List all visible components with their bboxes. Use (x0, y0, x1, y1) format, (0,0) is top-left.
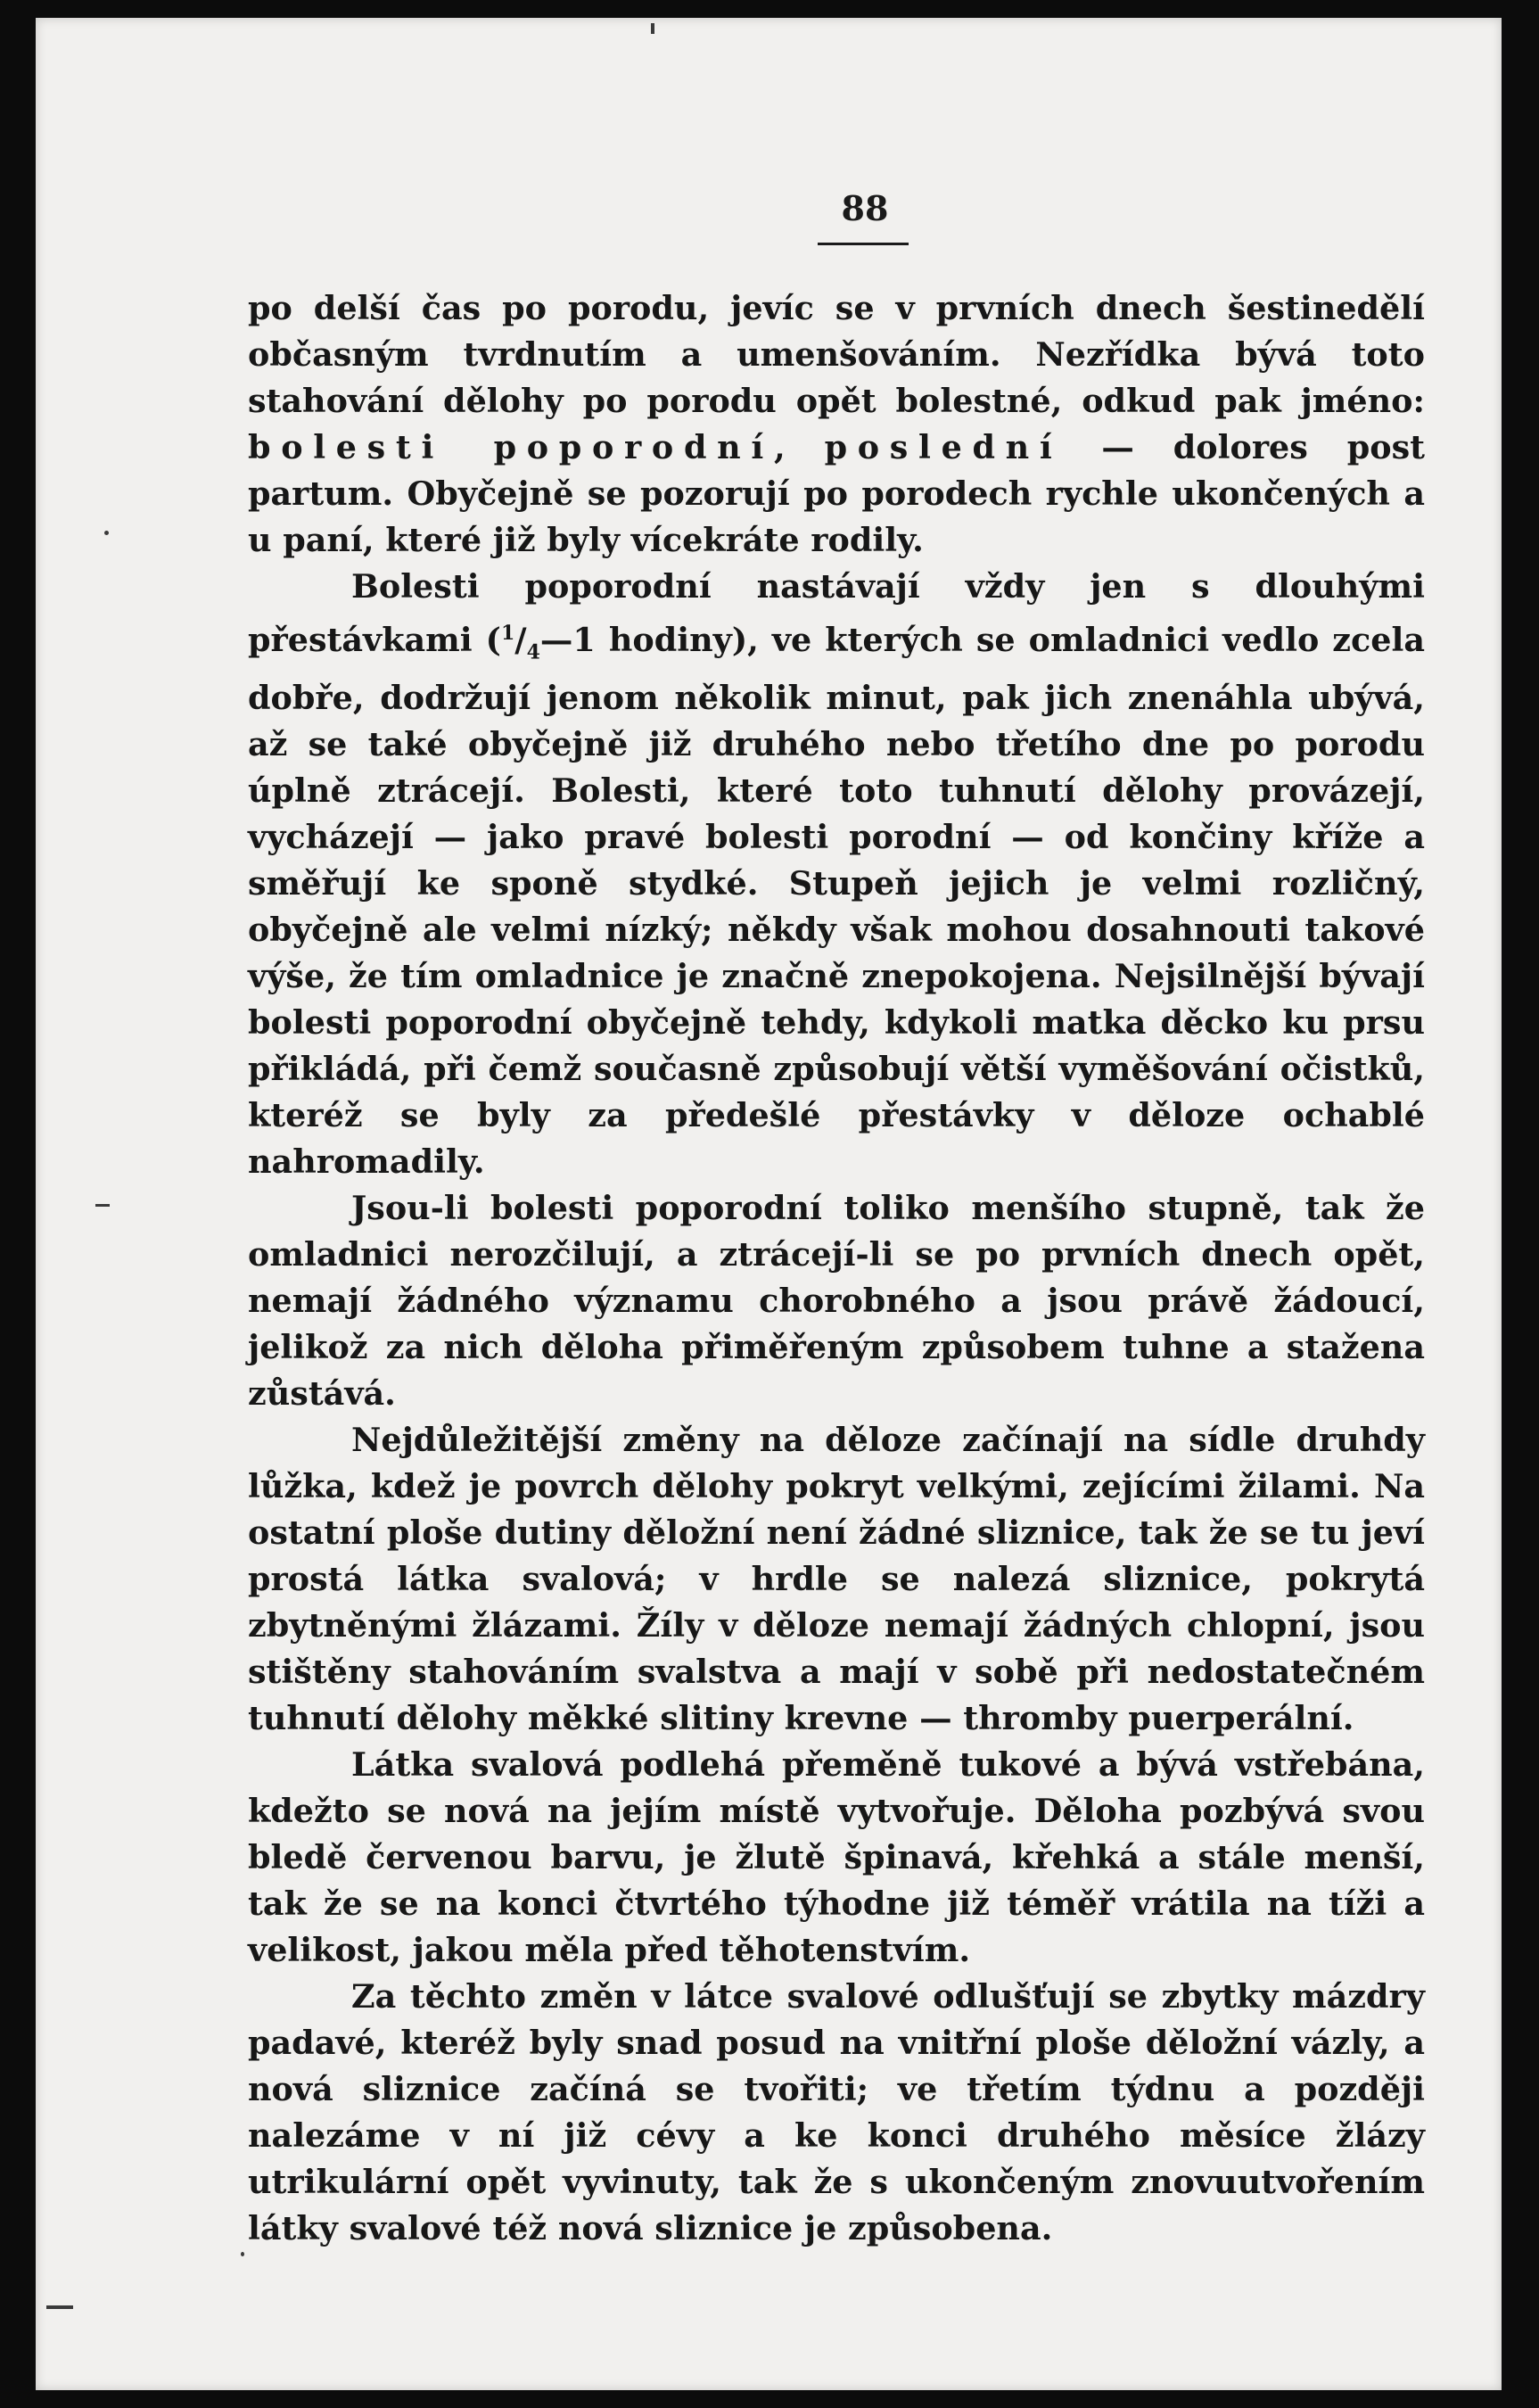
scan-speck (241, 2252, 244, 2256)
page-number-rule (818, 243, 909, 245)
paragraph-6: Za těchto změn v látce svalové odlušťují se zbytky mázdry padavé, kteréž byly snad posud na vnitřní ploše děložní vázly, a nová sliznice začíná se tvořiti; ve třetím týdnu a později nalezáme v ní již cévy a ke konci druhého měsíce žlázy utrikulární opět vyvinuty, tak že s ukončeným znovuutvořením látky svalové též nová sliznice je způsobena. (248, 1977, 1425, 2248)
paragraph-1-text-a: po delší čas po porodu, jevíc se v prvních dnech šestinedělí občasným tvrdnutím a umenšováním. Nezřídka bývá toto stahování dělohy po porodu opět bolestné, odkud pak jméno: (248, 289, 1425, 420)
scan-speck (651, 23, 654, 34)
paragraph-2-text-a: Bolesti poporodní nastávají vždy jen s dlouhými přestávkami ( (248, 567, 1425, 660)
body-text (248, 285, 1425, 2252)
scan-speck (95, 1204, 110, 1207)
paragraph-2-text-b: —1 hodiny), ve kterých se omladnici vedlo zcela dobře, dodržují jenom několik minut, pak jich znenáhla ubývá, až se také obyčejně již druhého nebo třetího dne po porodu úplně ztrácejí. Bolesti, které toto tuhnutí dělohy provázejí, vycházejí — jako pravé bolesti porodní — od končiny kříže a směřují ke sponě stydké. Stupeň jejich je velmi rozličný, obyčejně ale velmi nízký; někdy však mohou dosahnouti takové výše, že tím omladnice je značně znepokojena. Nejsilnější bývají bolesti poporodní obyčejně tehdy, kdykoli matka děcko ku prsu přikládá, při čemž současně způsobují větší vyměšování očistků, kteréž se byly za předešlé přestávky v děloze ochablé nahromadily. (248, 621, 1425, 1182)
paragraph-5: Látka svalová podlehá přeměně tukové a bývá vstřebána, kdežto se nová na jejím místě vytvořuje. Děloha pozbývá svou bledě červenou barvu, je žlutě špinavá, křehká a stále menší, tak že se na konci čtvrtého týhodne již téměř vrátila na tíži a velikost, jakou měla před těhotenstvím. (248, 1745, 1425, 1970)
paragraph-1-text-c: — dolores post partum. Obyčejně se pozorují po porodech rychle ukončených a u paní, které již byly vícekráte rodily. (248, 428, 1426, 559)
paragraph-2: Bolesti poporodní nastávají vždy jen s dlouhými přestávkami ($^1/_4—1$ hodiny), ve kterých se omladnici vedlo zcela dobře, dodržují jenom několik minut, pak jich znenáhla ubývá, až se také obyčejně již druhého nebo třetího dne po porodu úplně ztrácejí. Bolesti, které toto tuhnutí dělohy provázejí, vycházejí — jako pravé bolesti porodní — od končiny kříže a směřují ke sponě stydké. Stupeň jejich je velmi rozličný, obyčejně ale velmi nízký; někdy však mohou dosahnouti takové výše, že tím omladnice je značně znepokojena. Nejsilnější bývají bolesti poporodní obyčejně tehdy, kdykoli matka děcko ku prsu přikládá, při čemž současně způsobují větší vyměšování očistků, kteréž se byly za předešlé přestávky v děloze ochablé nahromadily. (248, 567, 1425, 1182)
page-number: 88 (841, 188, 889, 228)
scan-speck (46, 2305, 73, 2309)
paragraph-3: Jsou-li bolesti poporodní toliko menšího stupně, tak že omladnici nerozčilují, a ztrácejí-li se po prvních dnech opět, nemají žádného významu chorobného a jsou právě žádoucí, jelikož za nich děloha přiměřeným způsobem tuhne a stažena zůstává. (248, 1189, 1425, 1414)
scan-speck (104, 531, 109, 535)
spaced-term-bolesti-poporodni: bolesti poporodní (248, 428, 774, 466)
paragraph-1-text-b: , (773, 428, 825, 466)
paragraph-1 (248, 285, 1425, 564)
fraction-denominator: 4 (526, 640, 540, 664)
book-page (36, 18, 1502, 2390)
spaced-term-posledni: poslední (824, 428, 1063, 466)
paragraph-4: Nejdůležitější změny na děloze začínají na sídle druhdy lůžka, kdež je povrch dělohy pokryt velkými, zejícími žilami. Na ostatní ploše dutiny děložní není žádné sliznice, tak že se tu jeví prostá látka svalová; v hrdle se nalezá sliznice, pokrytá zbytněnými žlázami. Žíly v děloze nemají žádných chlopní, jsou stištěny stahováním svalstva a mají v sobě při nedostatečném tuhnutí dělohy měkké slitiny krevne — thromby puerperální. (248, 1421, 1425, 1738)
fraction-numerator: 1 (500, 622, 515, 645)
